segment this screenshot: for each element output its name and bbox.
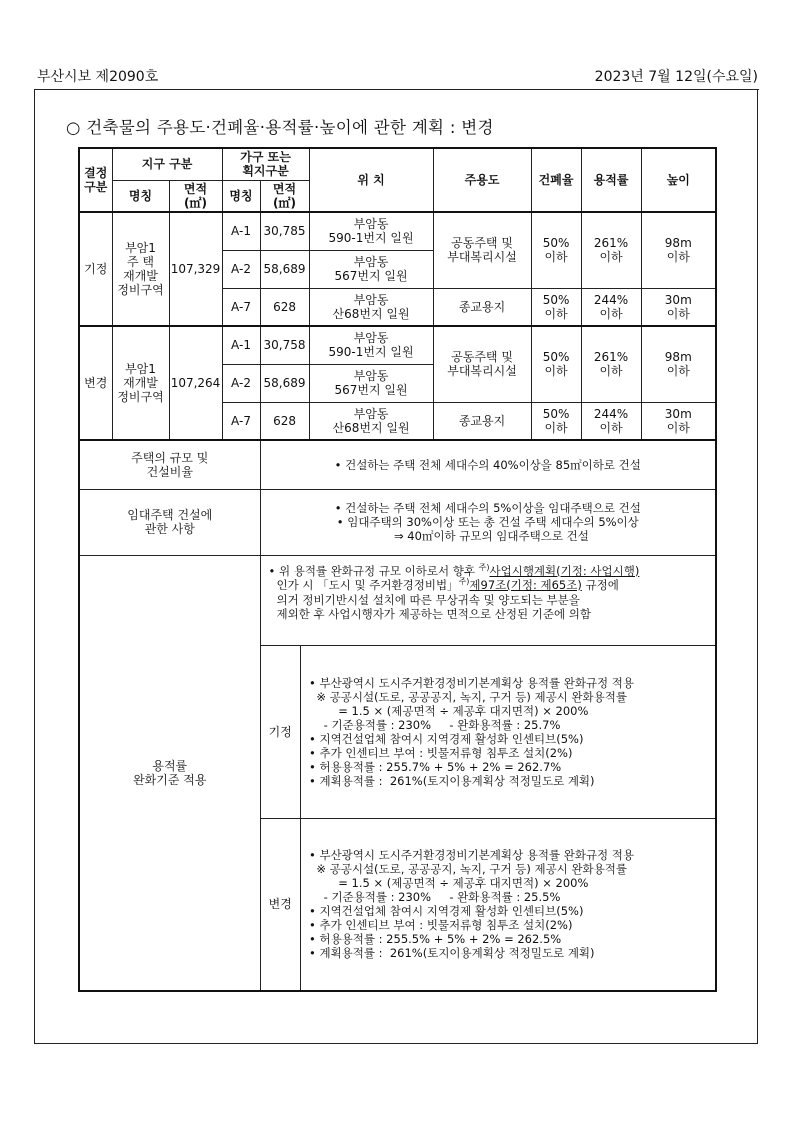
far-relief-content [260,555,716,991]
far-existing-label: 기정 [261,646,301,819]
far-line: - 기준용적률 : 230% - 완화용적률 : 25.5% [309,890,561,905]
building-plan-table [78,147,717,992]
header-coverage: 건폐율 [531,148,581,212]
far-intro-line [269,578,708,593]
bulletin-issue: 부산시보 제2090호 [37,69,159,85]
header-use: 주용도 [433,148,531,212]
decision-cell: 변경 [79,326,112,440]
footnote-mark: 주) [478,562,490,572]
coverage-cell: 50% 이하 [531,326,581,402]
housing-label: 주택의 규모 및 건설비율 [79,440,260,489]
far-intro-text: 규정에 [581,578,619,592]
rental-label: 임대주택 건설에 관한 사항 [79,489,260,555]
block-area-cell: 58,689 [260,364,309,402]
far-relief-row [79,555,716,991]
far-existing-row [261,646,716,819]
far-line: • 지역건설업체 참여시 지역경제 활성화 인센티브(5%) [309,732,584,746]
rental-text [260,489,716,555]
far-intro-line: 의거 정비기반시설 설치에 따른 무상귀속 및 양도되는 부분을 [276,592,580,607]
header-district-area: 면적 (㎡) [169,180,222,212]
decision-cell: 기정 [79,212,112,326]
far-line: - 기준용적률 : 230% - 완화용적률 : 25.7% [309,718,561,732]
header-far: 용적률 [581,148,641,212]
far-relief-inner-table [261,556,716,990]
far-intro-line [269,564,708,579]
rental-line: ⇒ 40㎡이하 규모의 임대주택으로 건설 [386,529,589,543]
height-cell: 98m 이하 [641,212,716,288]
block-name-cell: A-2 [222,250,260,288]
location-cell: 부암동 567번지 일원 [309,250,433,288]
block-area-cell: 30,758 [260,326,309,364]
far-changed-body [301,819,716,990]
header-location: 위 치 [309,148,433,212]
table-row [79,326,716,364]
height-cell: 30m 이하 [641,288,716,326]
housing-text: • 건설하는 주택 전체 세대수의 40%이상을 85㎡이하로 건설 [260,440,716,489]
block-name-cell: A-2 [222,364,260,402]
section-title: ○ 건축물의 주용도·건폐율·용적률·높이에 관한 계획 : 변경 [66,118,494,137]
district-area-cell: 107,264 [169,326,222,440]
far-changed-label: 변경 [261,819,301,990]
far-intro-text: • 위 용적률 완화규정 규모 이하로서 향후 [268,563,479,578]
block-name-cell: A-7 [222,288,260,326]
rental-line: • 임대주택의 30%이상 또는 총 건설 주택 세대수의 5%이상 [336,515,639,529]
far-cell: 244% 이하 [581,288,641,326]
far-line: • 추가 인센티브 부여 : 빗물저류형 침투조 설치(2%) [309,918,573,933]
footnote-mark: 주) [458,577,470,587]
far-line: • 허용용적률 : 255.7% + 5% + 2% = 262.7% [309,760,562,774]
far-line: • 지역건설업체 참여시 지역경제 활성화 인센티브(5%) [309,904,584,919]
district-area-cell: 107,329 [169,212,222,326]
far-line: = 1.5 × (제공면적 ÷ 제공후 대지면적) × 200% [309,704,589,718]
far-line: = 1.5 × (제공면적 ÷ 제공후 대지면적) × 200% [309,876,589,891]
block-area-cell: 58,689 [260,250,309,288]
rental-line: • 건설하는 주택 전체 세대수의 5%이상을 임대주택으로 건설 [334,501,641,515]
header-district-name: 명칭 [112,180,169,212]
far-relief-label: 용적률 완화기준 적용 [79,555,260,991]
far-cell: 261% 이하 [581,326,641,402]
block-area-cell: 30,785 [260,212,309,250]
far-intro-row [261,556,716,646]
district-name-cell: 부암1 주 택 재개발 정비구역 [112,212,169,326]
far-intro-underline: 사업시행계획(기정: 사업시행) [489,563,640,578]
header-block: 가구 또는 획지구분 [222,148,309,180]
far-intro-line: 제외한 후 사업시행자가 제공하는 면적으로 산정된 기준에 의함 [276,607,591,621]
far-intro [261,556,716,646]
coverage-cell: 50% 이하 [531,288,581,326]
far-line: • 부산광역시 도시주거환경정비기본계획상 용적률 완화규정 적용 [309,676,635,690]
housing-row [79,440,716,489]
block-name-cell: A-7 [222,402,260,440]
location-cell: 부암동 590-1번지 일원 [309,212,433,250]
far-cell: 244% 이하 [581,402,641,440]
far-intro-underline: 제97조(기정: 제65조) [469,578,582,592]
header-district: 지구 구분 [112,148,222,180]
header-height: 높이 [641,148,716,212]
far-line: • 계획용적률 : 261%(토지이용계획상 적정밀도로 계획) [309,774,595,788]
header-row-1 [79,148,716,180]
use-cell: 종교용지 [433,402,531,440]
use-cell: 공동주택 및 부대복리시설 [433,326,531,402]
coverage-cell: 50% 이하 [531,212,581,288]
location-cell: 부암동 567번지 일원 [309,364,433,402]
far-existing-body [301,646,716,819]
block-name-cell: A-1 [222,326,260,364]
bulletin-date: 2023년 7월 12일(수요일) [594,69,758,85]
location-cell: 부암동 산68번지 일원 [309,288,433,326]
rental-row [79,489,716,555]
coverage-cell: 50% 이하 [531,402,581,440]
district-name-cell: 부암1 재개발 정비구역 [112,326,169,440]
far-intro-text: 인가 시 「도시 및 주거환경정비법」 [276,578,459,592]
header-decision: 결정 구분 [79,148,112,212]
location-cell: 부암동 590-1번지 일원 [309,326,433,364]
far-line: • 계획용적률 : 261%(토지이용계획상 적정밀도로 계획) [309,946,595,961]
far-line: • 허용용적률 : 255.5% + 5% + 2% = 262.5% [309,932,562,947]
height-cell: 30m 이하 [641,402,716,440]
far-line: ※ 공공시설(도로, 공공공지, 녹지, 구거 등) 제공시 완화용적률 [309,690,627,704]
use-cell: 종교용지 [433,288,531,326]
block-name-cell: A-1 [222,212,260,250]
location-cell: 부암동 산68번지 일원 [309,402,433,440]
use-cell: 공동주택 및 부대복리시설 [433,212,531,288]
far-changed-row [261,819,716,990]
far-line: ※ 공공시설(도로, 공공공지, 녹지, 구거 등) 제공시 완화용적률 [309,862,627,877]
height-cell: 98m 이하 [641,326,716,402]
table-row [79,212,716,250]
header-block-area: 면적 (㎡) [260,180,309,212]
header-block-name: 명칭 [222,180,260,212]
block-area-cell: 628 [260,288,309,326]
far-cell: 261% 이하 [581,212,641,288]
far-line: • 부산광역시 도시주거환경정비기본계획상 용적률 완화규정 적용 [309,848,635,863]
block-area-cell: 628 [260,402,309,440]
far-line: • 추가 인센티브 부여 : 빗물저류형 침투조 설치(2%) [309,746,573,760]
